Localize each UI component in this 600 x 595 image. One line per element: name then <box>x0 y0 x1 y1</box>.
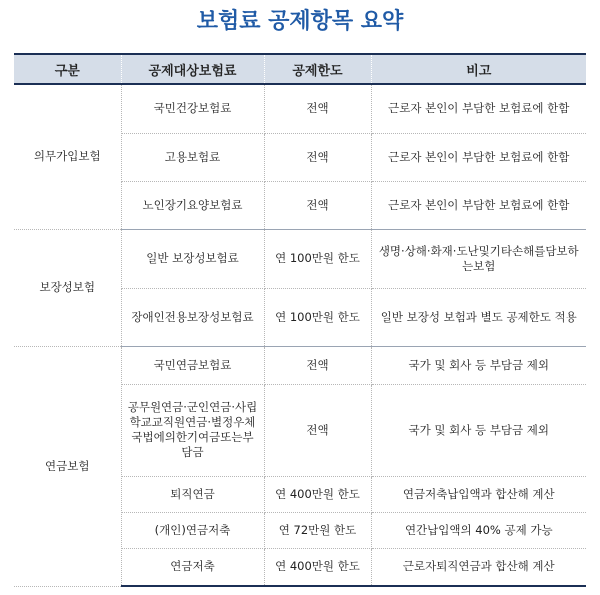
item-cell: 국민연금보험료 <box>121 346 264 384</box>
table-row <box>14 229 586 288</box>
deduction-summary-table <box>14 53 586 587</box>
item-cell: 공무원연금·군인연금·사립학교교직원연금·별정우체국법에의한기여금또는부담금 <box>121 384 264 476</box>
limit-cell: 연 72만원 한도 <box>264 512 371 548</box>
note-cell: 근로자퇴직연금과 합산해 계산 <box>371 548 586 586</box>
header-note: 비고 <box>371 54 586 84</box>
limit-cell: 전액 <box>264 346 371 384</box>
note-cell: 국가 및 회사 등 부담금 제외 <box>371 384 586 476</box>
limit-cell: 전액 <box>264 181 371 229</box>
category-cell: 보장성보험 <box>14 229 121 346</box>
limit-cell: 연 400만원 한도 <box>264 476 371 512</box>
limit-cell: 연 400만원 한도 <box>264 548 371 586</box>
category-cell: 의무가입보험 <box>14 84 121 229</box>
page-title: 보험료 공제항목 요약 <box>196 9 404 34</box>
item-cell: (개인)연금저축 <box>121 512 264 548</box>
header-item: 공제대상보험료 <box>121 54 264 84</box>
header-row <box>14 54 586 84</box>
item-cell: 일반 보장성보험료 <box>121 229 264 288</box>
item-cell: 연금저축 <box>121 548 264 586</box>
note-cell: 근로자 본인이 부담한 보험료에 한함 <box>371 181 586 229</box>
note-cell: 연간납입액의 40% 공제 가능 <box>371 512 586 548</box>
category-cell: 연금보험 <box>14 346 121 586</box>
item-cell: 노인장기요양보험료 <box>121 181 264 229</box>
note-cell: 연금저축납입액과 합산해 계산 <box>371 476 586 512</box>
limit-cell: 전액 <box>264 384 371 476</box>
limit-cell: 전액 <box>264 133 371 181</box>
header-category: 구분 <box>14 54 121 84</box>
table-row <box>14 84 586 133</box>
item-cell: 퇴직연금 <box>121 476 264 512</box>
limit-cell: 연 100만원 한도 <box>264 229 371 288</box>
note-cell: 생명·상해·화재·도난및기타손해를담보하는보험 <box>371 229 586 288</box>
table-row <box>14 346 586 384</box>
note-cell: 일반 보장성 보험과 별도 공제한도 적용 <box>371 288 586 346</box>
note-cell: 근로자 본인이 부담한 보험료에 한함 <box>371 84 586 133</box>
note-cell: 근로자 본인이 부담한 보험료에 한함 <box>371 133 586 181</box>
limit-cell: 전액 <box>264 84 371 133</box>
item-cell: 국민건강보험료 <box>121 84 264 133</box>
header-limit: 공제한도 <box>264 54 371 84</box>
item-cell: 장애인전용보장성보험료 <box>121 288 264 346</box>
note-cell: 국가 및 회사 등 부담금 제외 <box>371 346 586 384</box>
item-cell: 고용보험료 <box>121 133 264 181</box>
limit-cell: 연 100만원 한도 <box>264 288 371 346</box>
